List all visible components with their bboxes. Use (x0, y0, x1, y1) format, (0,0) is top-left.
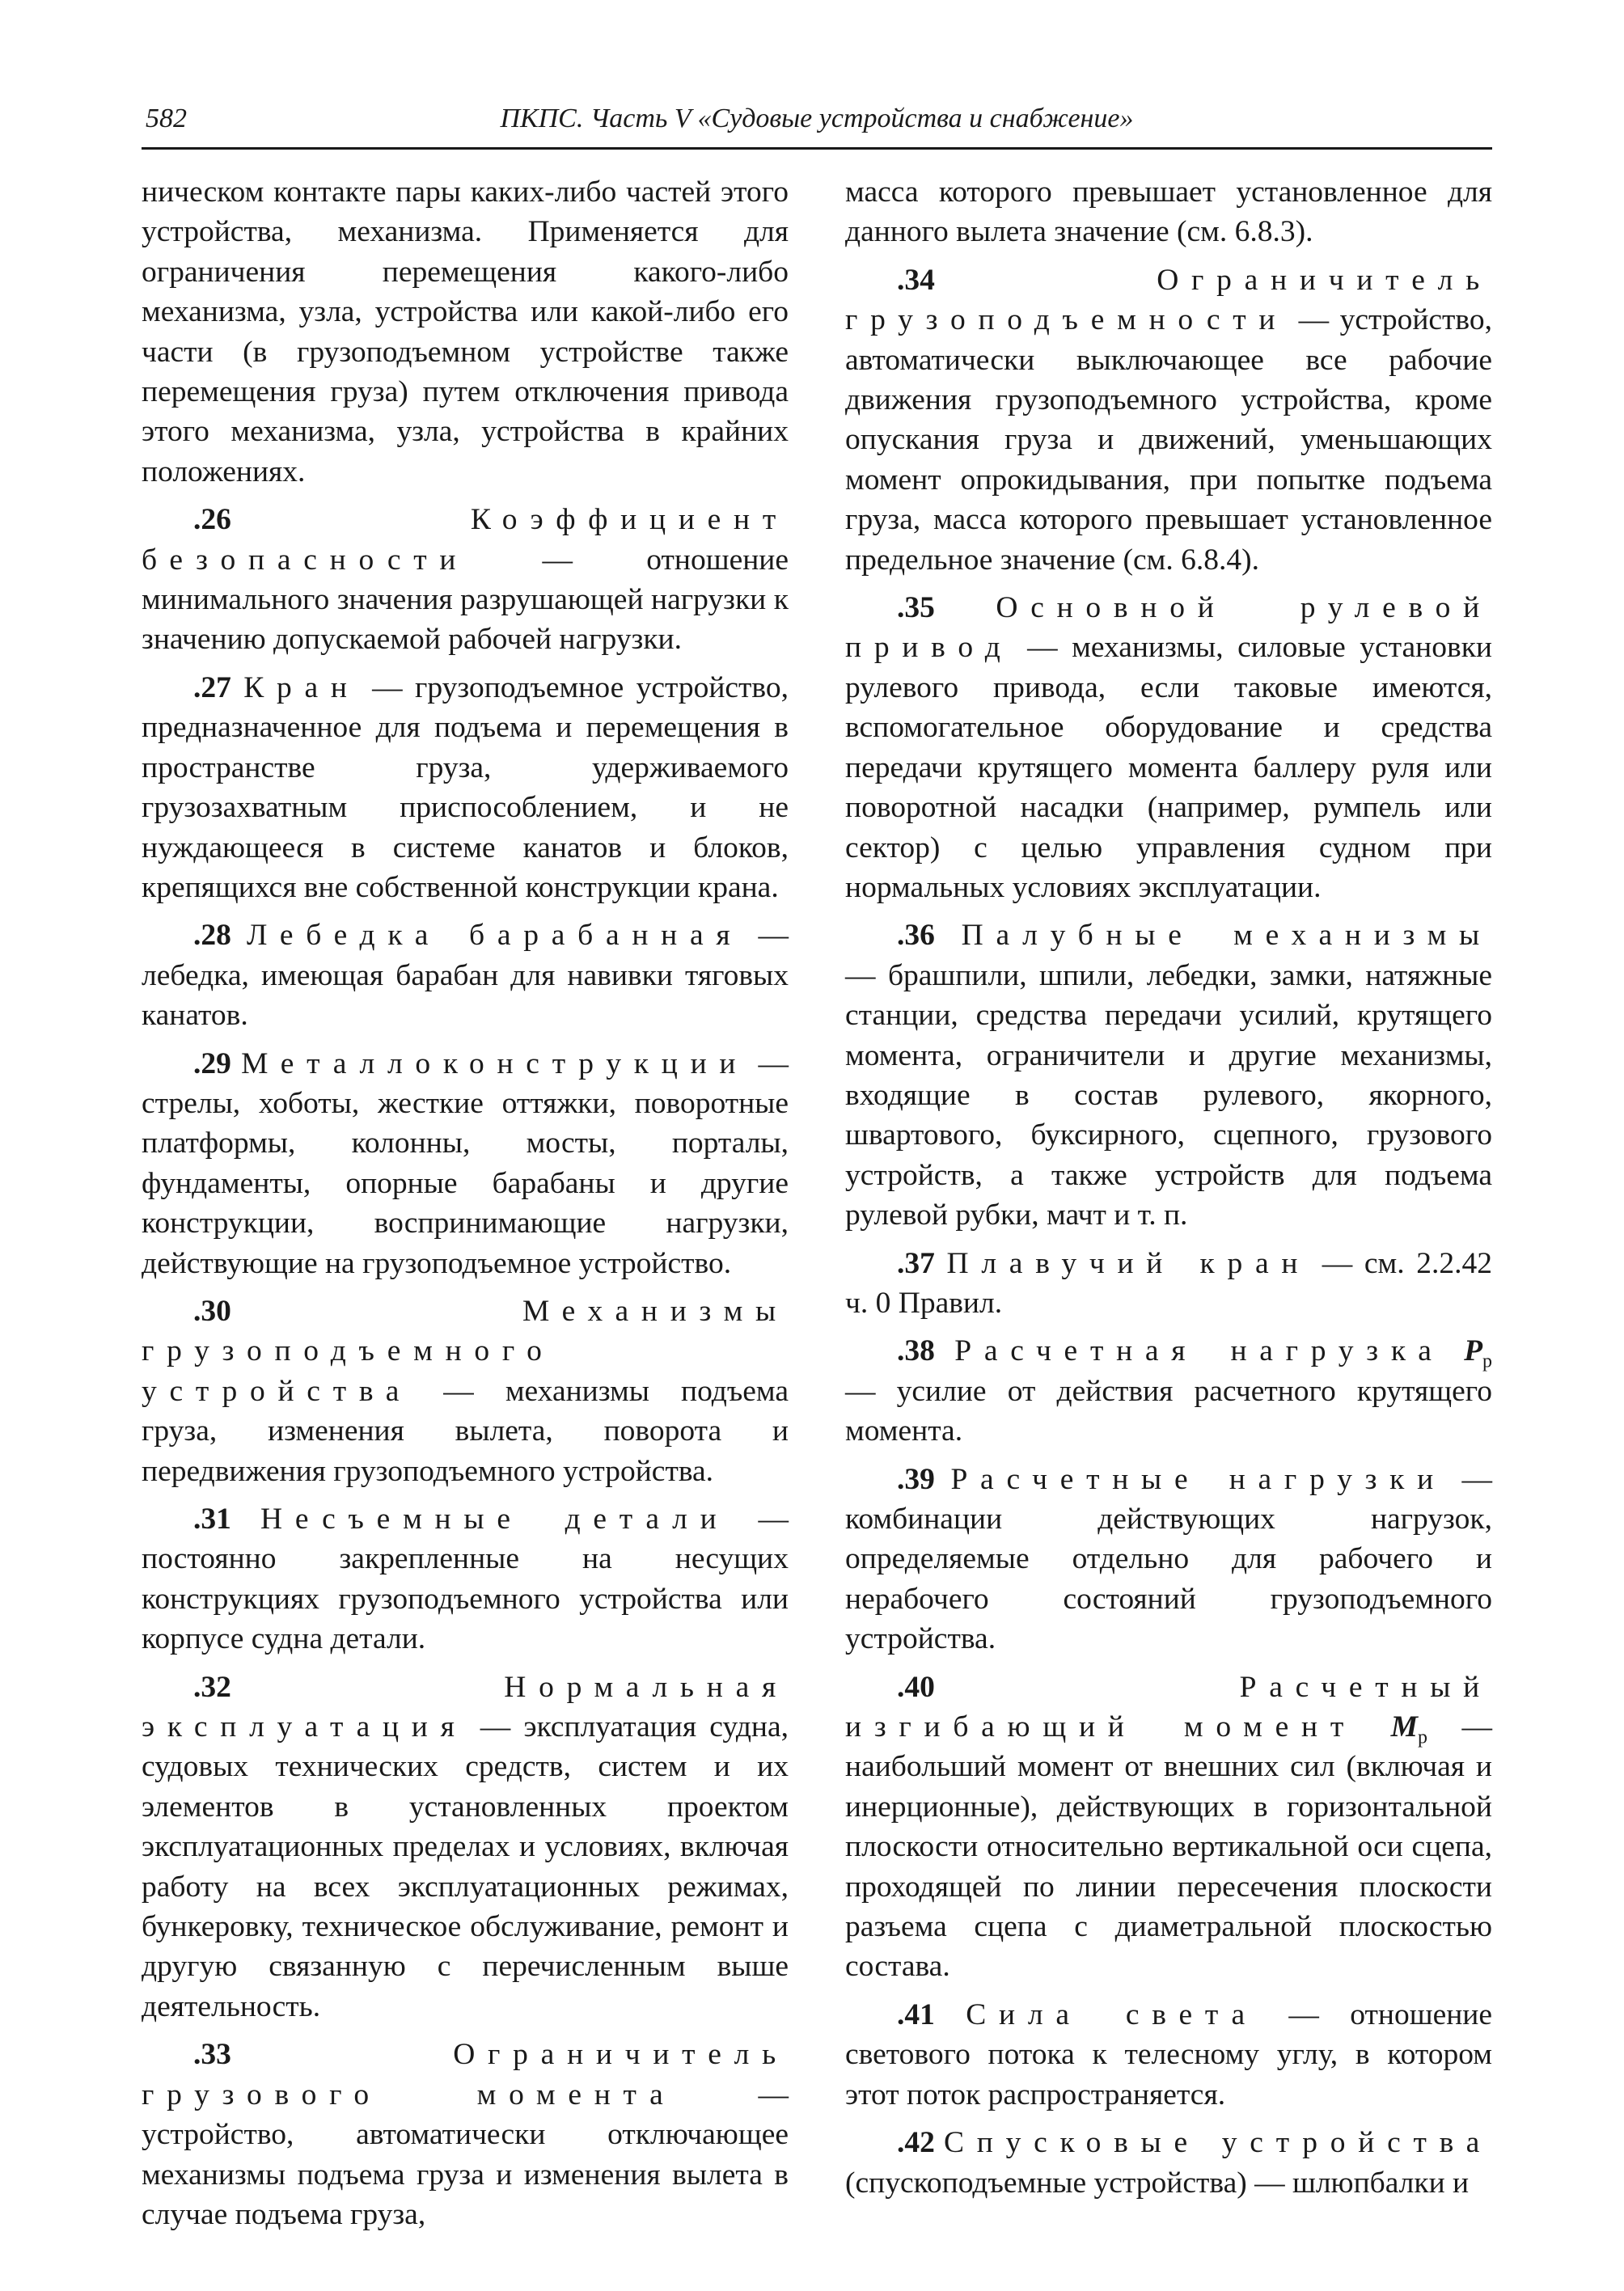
symbol-subscript: р (1482, 1351, 1493, 1372)
definition-item-37 (845, 1244, 1492, 1324)
term: Палубные механизмы (961, 919, 1493, 953)
term: Лебедка барабанная (246, 919, 743, 953)
item-number: .27 (193, 670, 231, 704)
definition-text: — отношение светового потока к телесному углу, в котором этот поток распространяется. (845, 1997, 1493, 2111)
item-number: .26 (193, 503, 231, 537)
item-number: .30 (193, 1294, 231, 1328)
definition-text: — наибольший момент от внешних сил (включая и инерционные), действующих в горизонтальной плоскости относительно вертикальной оси сцепа, проходящей по линии пересечения плоскости разъема сцепа с диаметральной плоскостью состава. (845, 1710, 1493, 1984)
definition-item-26 (142, 500, 789, 660)
symbol-m: M (1390, 1710, 1418, 1744)
left-continuation: ническом контакте пары каких-либо частей этого устройства, механизма. Применяется для ограничения перемещения какого-либо механизма, узла, устройства или какой-либо его части (в грузоподъемном устройстве также перемещения груза) путем отключения привода этого механизма, узла, устройства в крайних положениях. (142, 175, 789, 488)
term: Несъемные детали (260, 1503, 730, 1536)
item-number: .36 (897, 919, 935, 953)
item-number: .38 (897, 1334, 935, 1368)
term: Основной рулевой привод (845, 591, 1492, 665)
definition-text: — усилие от действия расчетного крутящего момента. (845, 1374, 1492, 1448)
item-number: .34 (897, 263, 935, 297)
definition-item-29 (142, 1044, 789, 1283)
term: Кран (243, 670, 360, 704)
definition-item-30 (142, 1291, 789, 1491)
item-number: .31 (193, 1503, 231, 1536)
definition-item-41 (845, 1995, 1492, 2115)
symbol-p: P (1464, 1334, 1483, 1368)
page-number: 582 (146, 104, 187, 133)
definition-item-36 (845, 915, 1492, 1235)
definition-item-32 (142, 1668, 789, 2027)
definition-text: — грузоподъемное устройство, предназначенное для подъема и перемещения в пространстве груза, удерживаемого грузозахватным приспособлением, и не нуждающееся в системе канатов и блоков, крепящихся вне собственной конструкции крана. (142, 670, 789, 904)
item-number: .33 (193, 2038, 231, 2072)
term: Нормальная эксплуатация (142, 1670, 789, 1744)
term: Ограничитель грузового момента (142, 2038, 789, 2111)
header-title: ПКПС. Часть V «Судовые устройства и снабжение» (500, 104, 1134, 133)
term: Плавучий кран (946, 1246, 1311, 1280)
item-number: .37 (897, 1246, 935, 1280)
definition-item-39 (845, 1460, 1492, 1659)
item-number: .32 (193, 1670, 231, 1704)
term: Коэффициент безопасности (142, 503, 789, 577)
definition-item-34 (845, 260, 1492, 580)
definition-text: — устройство, автоматически выключающее все рабочие движения грузоподъемного устройства, кроме опускания груза и движений, уменьшающих момент опрокидывания, при попытке подъема груза, масса которого превышает установленное предельное значение (см. 6.8.4). (845, 303, 1492, 577)
definition-item-40 (845, 1668, 1492, 1987)
item-number: .41 (897, 1997, 935, 2031)
definition-text: — см. 2.2.42 ч. 0 Правил. (845, 1246, 1493, 1320)
definition-text: — лебедка, имеющая барабан для навивки тяговых канатов. (142, 919, 789, 1033)
right-continuation: масса которого превышает установленное для данного вылета значение (см. 6.8.3). (845, 175, 1492, 249)
definition-text: — брашпили, шпили, лебедки, замки, натяжные станции, средства передачи усилий, крутящего момента, ограничители и другие механизмы, входящие в состав рулевого, якорного, швартового, буксирного, сцепного, грузового устройств, а также устройств для подъема рулевой рубки, мачт и т. п. (845, 958, 1492, 1232)
definition-item-28 (142, 915, 789, 1035)
running-header (142, 99, 1492, 150)
term: Расчетная нагрузка (954, 1334, 1444, 1368)
definition-text: — механизмы, силовые установки рулевого привода, если таковые имеются, вспомогательное оборудование и средства передачи крутящего момента баллеру руля или поворотной насадки (например, румпель или сектор) с целью управления судном при нормальных условиях эксплуатации. (845, 631, 1492, 904)
definition-text: — устройство, автоматически отключающее механизмы подъема груза и изменения вылета в случае подъема груза, (142, 2078, 789, 2231)
term: Спусковые устройства (944, 2126, 1492, 2160)
symbol-subscript: р (1417, 1727, 1427, 1748)
term: Расчетный изгибающий момент (845, 1670, 1492, 1744)
term: Расчетные нагрузки (950, 1462, 1446, 1496)
definition-text: — отношение минимального значения разрушающей нагрузки к значению допускаемой рабочей нагрузки. (142, 543, 789, 657)
definition-item-38 (845, 1331, 1492, 1451)
definition-text: — механизмы подъема груза, изменения вылета, поворота и передвижения грузоподъемного устройства. (142, 1374, 789, 1488)
term: Механизмы грузоподъемного устройства (142, 1294, 789, 1408)
item-number: .39 (897, 1462, 935, 1496)
item-number: .40 (897, 1670, 935, 1704)
right-column (845, 172, 1492, 2211)
definition-item-35 (845, 588, 1492, 907)
definition-text: — комбинации действующих нагрузок, определяемые отдельно для рабочего и нерабочего состояний грузоподъемного устройства. (845, 1462, 1492, 1656)
item-number: .35 (897, 591, 935, 625)
definition-text: (спускоподъемные устройства) — шлюпбалки и (845, 2166, 1470, 2200)
definition-item-33 (142, 2035, 789, 2234)
item-number: .29 (193, 1046, 231, 1080)
item-number: .42 (897, 2126, 935, 2160)
item-number: .28 (193, 919, 231, 953)
definition-item-27 (142, 668, 789, 907)
term: Металлоконструкции (241, 1046, 749, 1080)
left-column (142, 172, 789, 2242)
definition-text: — стрелы, хоботы, жесткие оттяжки, поворотные платформы, колонны, мосты, порталы, фундаменты, опорные барабаны и другие конструкции, воспринимающие нагрузки, действующие на грузоподъемное устройство. (142, 1046, 789, 1280)
definition-text: — постоянно закрепленные на несущих конструкциях грузоподъемного устройства или корпусе судна детали. (142, 1503, 789, 1656)
definition-item-42 (845, 2123, 1492, 2203)
term: Сила света (966, 1997, 1258, 2031)
definition-item-31 (142, 1499, 789, 1659)
definition-text: — эксплуатация судна, судовых технических средств, систем и их элементов в установленных проектом эксплуатационных пределах и условиях, включая работу на всех эксплуатационных режимах, бункеровку, техническое обслуживание, ремонт и другую связанную с перечисленным выше деятельность. (142, 1710, 789, 2023)
term: Ограничитель грузоподъемности (845, 263, 1492, 337)
